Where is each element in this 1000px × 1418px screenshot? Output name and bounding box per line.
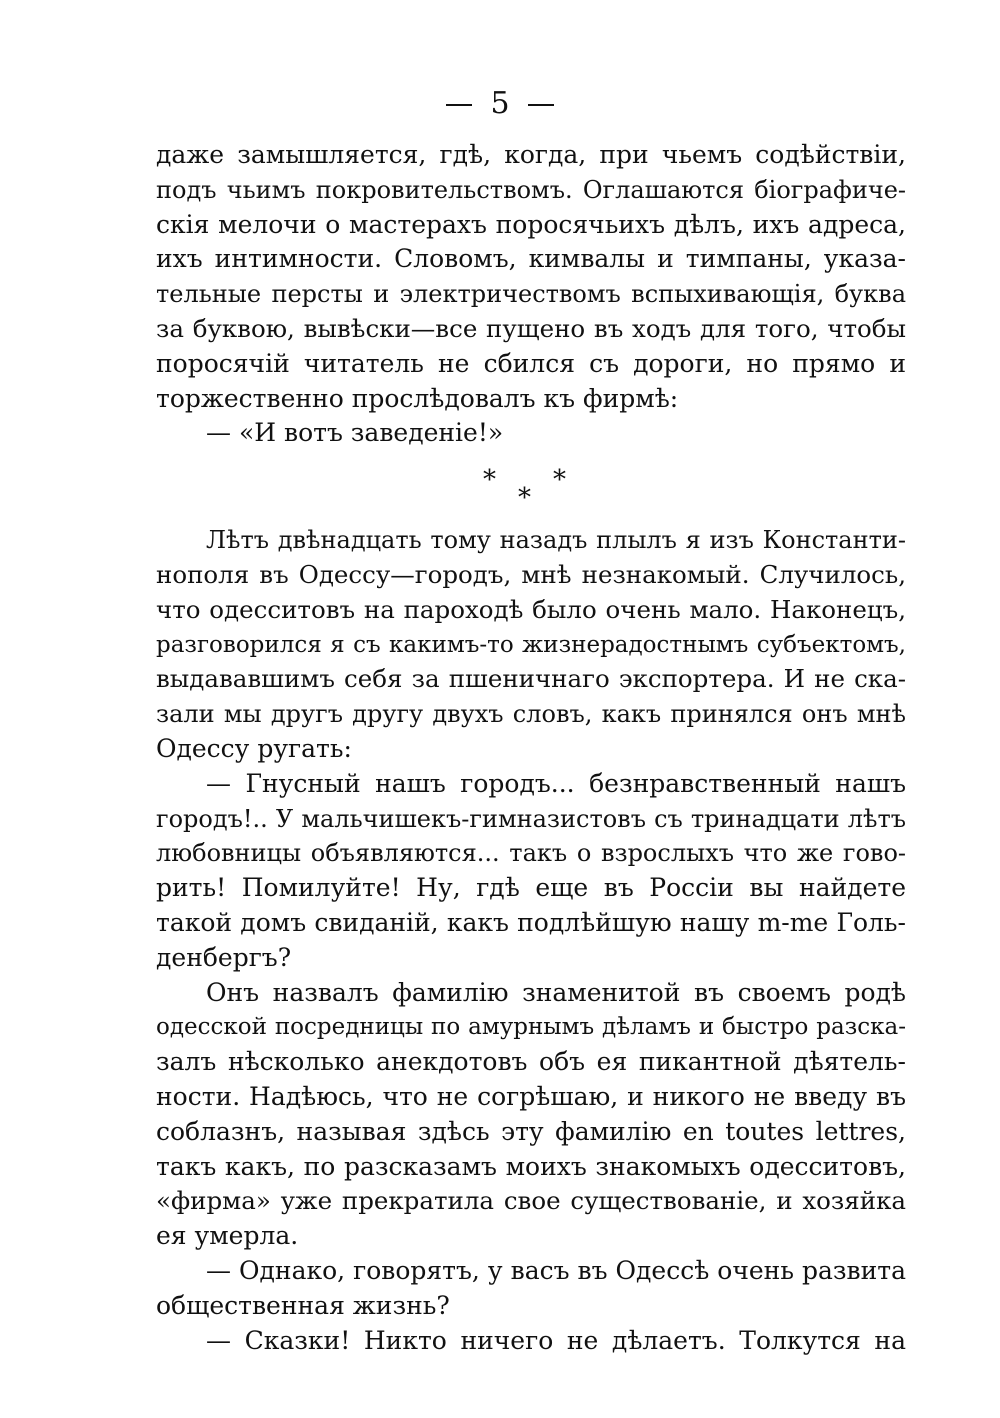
text-line: тельные персты и электричествомъ вспыхивающія, буква (156, 280, 906, 309)
text-line: — Однако, говорятъ, у васъ въ Одессѣ очень развита (206, 1255, 906, 1285)
text-line: любовницы объявляются... такъ о взрослыхъ что же гово- (156, 839, 906, 868)
text-line: залъ нѣсколько анекдотовъ объ ея пикантной дѣятель- (156, 1047, 906, 1077)
text-line: зали мы другъ другу двухъ словъ, какъ принялся онъ мнѣ (156, 700, 906, 729)
separator-asterisk: * (483, 465, 496, 496)
text-line: что одесситовъ на пароходѣ было очень мало. Наконецъ, (156, 594, 906, 624)
text-line: ея умерла. (156, 1221, 299, 1251)
text-line: за буквою, вывѣски—все пущено въ ходъ для того, чтобы (156, 313, 906, 343)
page-number: 5 (490, 86, 510, 121)
paragraph-1 (156, 138, 906, 416)
section-separator (156, 451, 906, 523)
paragraph-3 (156, 767, 906, 976)
text-line: денбергъ? (156, 942, 292, 972)
separator-asterisk: * (553, 465, 566, 496)
text-line: — Гнусный нашъ городъ... безнравственный нашъ (206, 768, 906, 798)
text-line: торжественно прослѣдовалъ къ фирмѣ: (156, 383, 679, 413)
text-line: подъ чьимъ покровительствомъ. Оглашаются біографиче- (156, 175, 906, 204)
paragraph-6 (156, 1324, 906, 1359)
text-line: поросячій читатель не сбился съ дороги, но прямо и (156, 348, 906, 378)
header-dash-left (446, 104, 472, 106)
paragraph-5 (156, 1254, 906, 1324)
text-line: «фирма» уже прекратила свое существованіе, и хозяйка (156, 1186, 906, 1216)
header-dash-right (528, 104, 554, 106)
text-line: Онъ назвалъ фамилію знаменитой въ своемъ родѣ (206, 977, 906, 1007)
text-line: скія мелочи о мастерахъ поросячьихъ дѣлъ, ихъ адреса, (156, 209, 906, 239)
paragraph-2 (156, 523, 906, 767)
text-line: ихъ интимности. Словомъ, кимвалы и тимпаны, указа- (156, 244, 906, 274)
text-line: соблазнъ, называя здѣсь эту фамилію en toutes lettres, (156, 1116, 906, 1146)
paragraph-4 (156, 976, 906, 1254)
quote-line: — «И вотъ заведеніе!» (206, 418, 504, 448)
text-line: одесской посредницы по амурнымъ дѣламъ и быстро разска- (156, 1014, 906, 1041)
text-line: такой домъ свиданій, какъ подлѣйшую нашу m-me Голь- (156, 907, 906, 937)
text-line: рить! Помилуйте! Ну, гдѣ еще въ Россіи вы найдете (156, 873, 906, 903)
text-line: Одессу ругать: (156, 733, 352, 763)
body-text (156, 138, 906, 1358)
text-line: Лѣтъ двѣнадцать тому назадъ плылъ я изъ Константи- (206, 526, 906, 555)
page-header (0, 86, 1000, 122)
text-line: нополя въ Одессу—городъ, мнѣ незнакомый. Случилось, (156, 559, 906, 589)
text-line: ности. Надѣюсь, что не согрѣшаю, и никого не введу въ (156, 1081, 906, 1111)
text-line: — Сказки! Никто ничего не дѣлаетъ. Толкутся на (206, 1325, 906, 1355)
text-line: такъ какъ, по разсказамъ моихъ знакомыхъ одесситовъ, (156, 1151, 906, 1181)
text-line: городъ!.. У мальчишекъ-гимназистовъ съ тринадцати лѣтъ (156, 804, 906, 833)
text-line: разговорился я съ какимъ-то жизнерадостнымъ субъектомъ, (156, 631, 906, 658)
text-line: даже замышляется, гдѣ, когда, при чьемъ содѣйствіи, (156, 140, 906, 169)
text-line: выдававшимъ себя за пшеничнаго экспортера. И не ска- (156, 664, 906, 694)
separator-asterisk: * (518, 483, 531, 514)
text-line: общественная жизнь? (156, 1290, 450, 1320)
